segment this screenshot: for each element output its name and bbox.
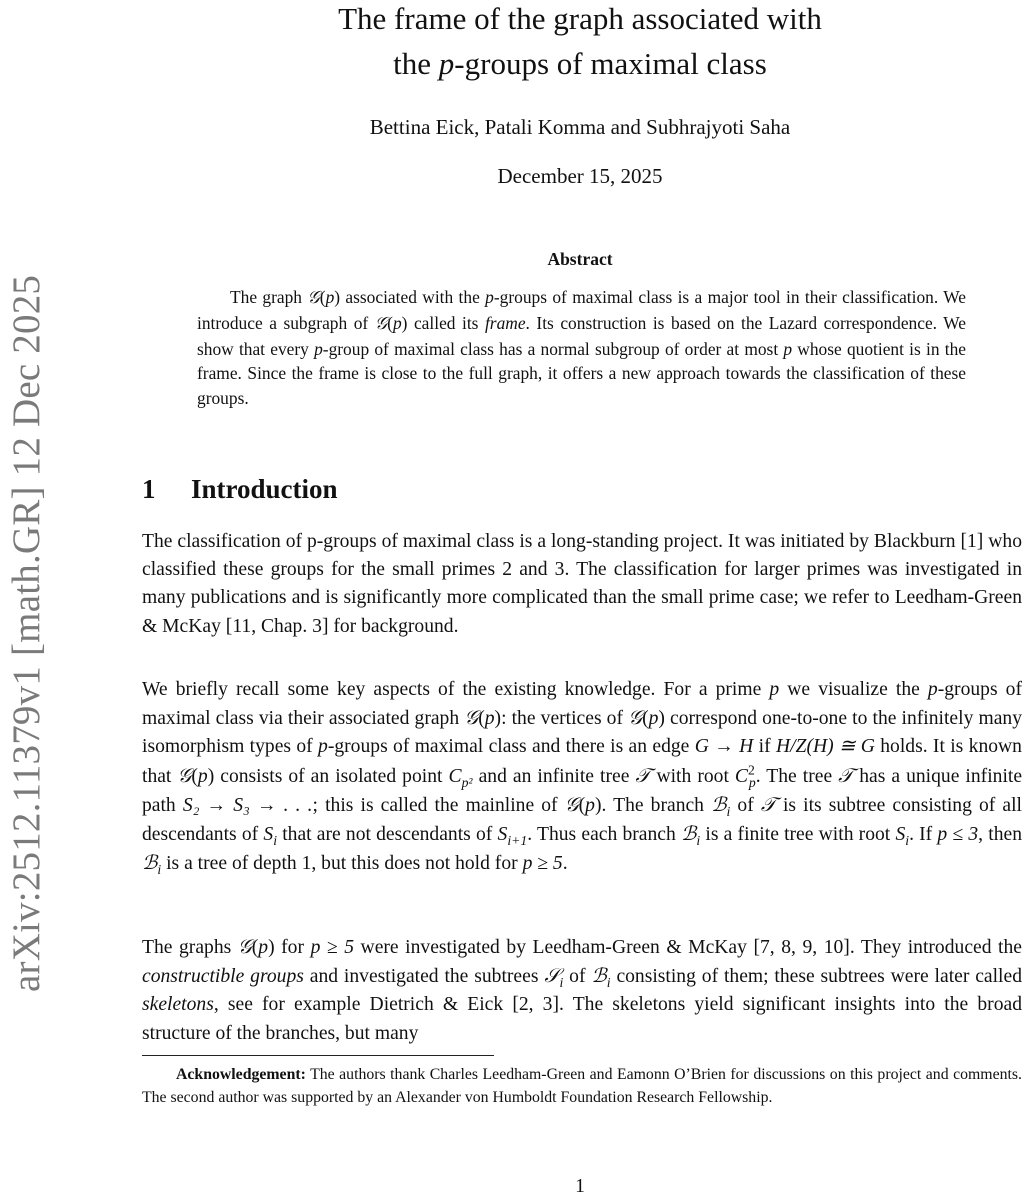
intro-paragraph-1: The classification of p-groups of maximal class is a long-standing project. It was initiated by Blackburn [1] who classified these groups for the small primes 2 and 3. The classification for larger primes was investigated in many publications and is significantly more complicated than the small prime case; we refer to Leedham-Green & McKay [11, Chap. 3] for background.	[142, 531, 1022, 637]
abstract-heading: Abstract	[547, 249, 613, 269]
intro-paragraph-2: We briefly recall some key aspects of the existing knowledge. For a prime p we visualize the p-groups of maximal class via their associated graph 𝒢(p): the vertices of 𝒢(p) correspond one-to-one to the infinitely many isomorphism types of p-groups of maximal class and there is an edge G → H if H/Z(H) ≅ G holds. It is known that 𝒢(p) consists of an isolated point $C_{p^2}$ and an infinite tree 𝒯 with root $C^2_p$. The tree 𝒯 has a unique infinite path S₂ → S₃ → . . .; this is called the mainline of 𝒢(p). The branch ℬ$_i$ of 𝒯 is its subtree consisting of all descendants of $S_i$ that are not descendants of $S_{i+1}$. Thus each branch ℬ$_i$ is a finite tree with root $S_i$. If p ≤ 3, then ℬ$_i$ is a tree of depth 1, but this does not hold for p ≥ 5.	[142, 679, 1022, 878]
page-number: 1	[575, 1176, 585, 1197]
title-line-2: the p-groups of maximal class	[393, 46, 767, 81]
section-heading-introduction: 1 Introduction	[142, 474, 338, 504]
intro-paragraph-3: The graphs 𝒢(p) for p ≥ 5 were investigated by Leedham-Green & McKay [7, 8, 9, 10]. They introduced the constructible groups and investigated the subtrees 𝒮$_i$ of ℬ$_i$ consisting of them; these subtrees were later called skeletons, see for example Dietrich & Eick [2, 3]. The skeletons yield significant insights into the broad structure of the branches, but many	[142, 935, 1022, 1044]
footnote-rule	[142, 1055, 494, 1056]
abstract-text: The graph 𝒢(p) associated with the p-groups of maximal class is a major tool in their classification. We introduce a subgraph of 𝒢(p) called its frame. Its construction is based on the Lazard correspondence. We show that every p-group of maximal class has a normal subgroup of order at most p whose quotient is in the frame. Since the frame is close to the full graph, it offers a new approach towards the classification of these groups.	[197, 287, 966, 409]
acknowledgement-footnote: Acknowledgement: The authors thank Charles Leedham-Green and Eamonn O’Brien for discussions on this project and comments. The second author was supported by an Alexander von Humboldt Foundation Research Fellowship.	[142, 1066, 1022, 1106]
title-line-1: The frame of the graph associated with	[338, 1, 822, 36]
date: December 15, 2025	[497, 164, 663, 188]
paper-title	[170, 0, 990, 86]
authors: Bettina Eick, Patali Komma and Subhrajyoti Saha	[369, 115, 791, 139]
arxiv-margin-stamp: arXiv:2512.11379v1 [math.GR] 12 Dec 2025	[5, 274, 48, 992]
